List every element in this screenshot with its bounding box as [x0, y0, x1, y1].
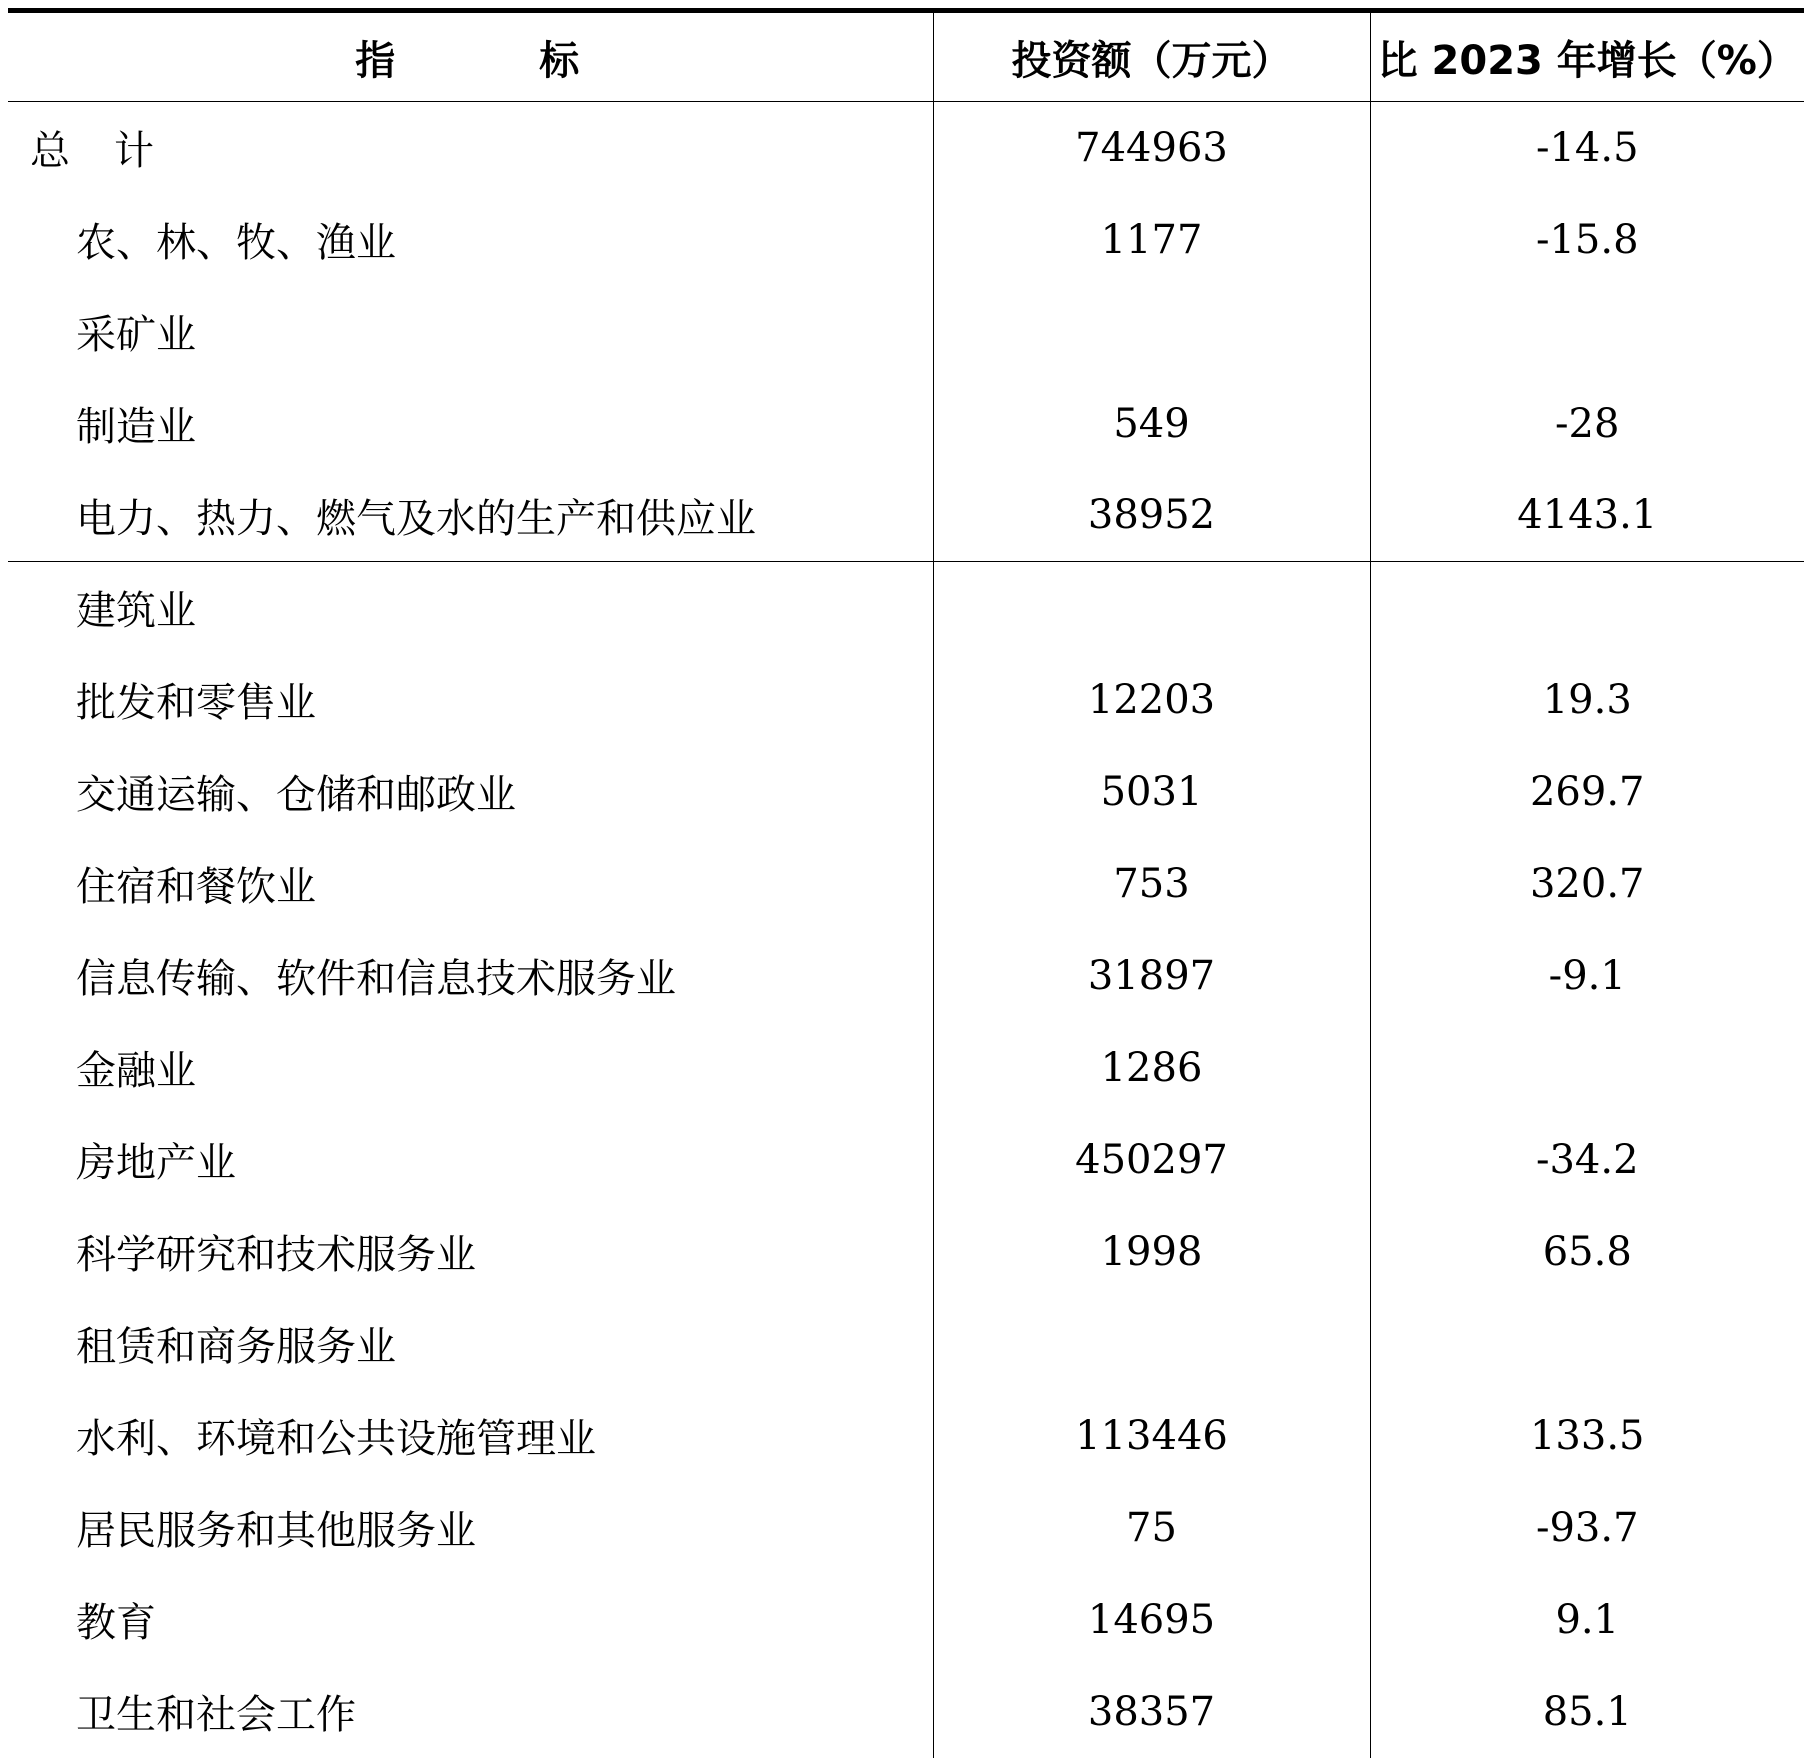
- row-label: 信息传输、软件和信息技术服务业: [76, 956, 676, 1002]
- table-header: [8, 11, 1804, 102]
- table-row: [8, 1390, 1804, 1482]
- table-row: [8, 562, 1804, 654]
- row-investment: 75: [933, 1482, 1370, 1574]
- table-row: [8, 930, 1804, 1022]
- row-label: 采矿业: [76, 312, 196, 358]
- row-investment: [933, 1298, 1370, 1390]
- row-label: 建筑业: [8, 562, 933, 654]
- row-growth: -14.5: [1370, 102, 1804, 194]
- row-label: 科学研究和技术服务业: [76, 1232, 476, 1278]
- row-investment: 31897: [933, 930, 1370, 1022]
- header-indicator: 指 标: [8, 11, 933, 102]
- row-investment: 1998: [933, 1206, 1370, 1298]
- row-investment: 113446: [933, 1390, 1370, 1482]
- row-investment: 14695: [933, 1574, 1370, 1666]
- row-investment: 753: [933, 838, 1370, 930]
- row-label: 交通运输、仓储和邮政业: [76, 772, 516, 818]
- row-investment: 38952: [933, 470, 1370, 562]
- row-growth: 4143.1: [1370, 470, 1804, 562]
- row-investment: 1286: [933, 1022, 1370, 1114]
- row-label: 居民服务和其他服务业: [76, 1508, 476, 1554]
- investment-by-industry-table: [8, 8, 1804, 1758]
- row-investment: 38357: [933, 1666, 1370, 1758]
- row-label: 房地产业: [76, 1140, 236, 1186]
- table-row: [8, 1206, 1804, 1298]
- table-row: [8, 378, 1804, 470]
- row-growth: -34.2: [1370, 1114, 1804, 1206]
- row-growth: -28: [1370, 378, 1804, 470]
- table-row: [8, 194, 1804, 286]
- row-label: 教育: [76, 1600, 156, 1646]
- table-row: [8, 1666, 1804, 1758]
- row-investment: 1177: [933, 194, 1370, 286]
- table-row: [8, 1298, 1804, 1390]
- row-growth: -15.8: [1370, 194, 1804, 286]
- row-label: 批发和零售业: [76, 680, 316, 726]
- row-label: 总 计: [30, 128, 156, 175]
- row-label: 农、林、牧、渔业: [76, 220, 396, 266]
- investment-table-container: [8, 8, 1804, 1758]
- row-investment: 549: [933, 378, 1370, 470]
- table-row: [8, 1022, 1804, 1114]
- table-body: [8, 102, 1804, 1758]
- row-label: 制造业: [76, 404, 196, 450]
- row-label: 租赁和商务服务业: [76, 1324, 396, 1370]
- row-growth: 320.7: [1370, 838, 1804, 930]
- header-growth: 比 2023 年增长（%）: [1370, 11, 1804, 102]
- row-growth: 65.8: [1370, 1206, 1804, 1298]
- table-row: [8, 654, 1804, 746]
- table-row: [8, 1574, 1804, 1666]
- row-investment: [933, 286, 1370, 378]
- table-row: [8, 1114, 1804, 1206]
- row-growth: -93.7: [1370, 1482, 1804, 1574]
- table-row-total: [8, 102, 1804, 194]
- row-growth: 269.7: [1370, 746, 1804, 838]
- table-row: [8, 1482, 1804, 1574]
- row-growth: 19.3: [1370, 654, 1804, 746]
- row-label: 水利、环境和公共设施管理业: [76, 1416, 596, 1462]
- row-growth: 133.5: [1370, 1390, 1804, 1482]
- row-investment: [933, 562, 1370, 654]
- row-label: 住宿和餐饮业: [76, 864, 316, 910]
- row-growth: [1370, 1022, 1804, 1114]
- header-investment: 投资额（万元）: [933, 11, 1370, 102]
- row-label: 电力、热力、燃气及水的生产和供应业: [76, 495, 756, 542]
- row-growth: [1370, 286, 1804, 378]
- row-growth: 85.1: [1370, 1666, 1804, 1758]
- table-row: [8, 838, 1804, 930]
- row-growth: 9.1: [1370, 1574, 1804, 1666]
- row-growth: [1370, 562, 1804, 654]
- header-row: [8, 11, 1804, 102]
- row-label: 金融业: [76, 1048, 196, 1094]
- row-investment: 450297: [933, 1114, 1370, 1206]
- table-row: [8, 746, 1804, 838]
- row-investment: 12203: [933, 654, 1370, 746]
- table-row: [8, 286, 1804, 378]
- row-investment: 744963: [933, 102, 1370, 194]
- table-row: [8, 470, 1804, 562]
- row-growth: -9.1: [1370, 930, 1804, 1022]
- row-investment: 5031: [933, 746, 1370, 838]
- row-label: 卫生和社会工作: [76, 1692, 356, 1738]
- row-growth: [1370, 1298, 1804, 1390]
